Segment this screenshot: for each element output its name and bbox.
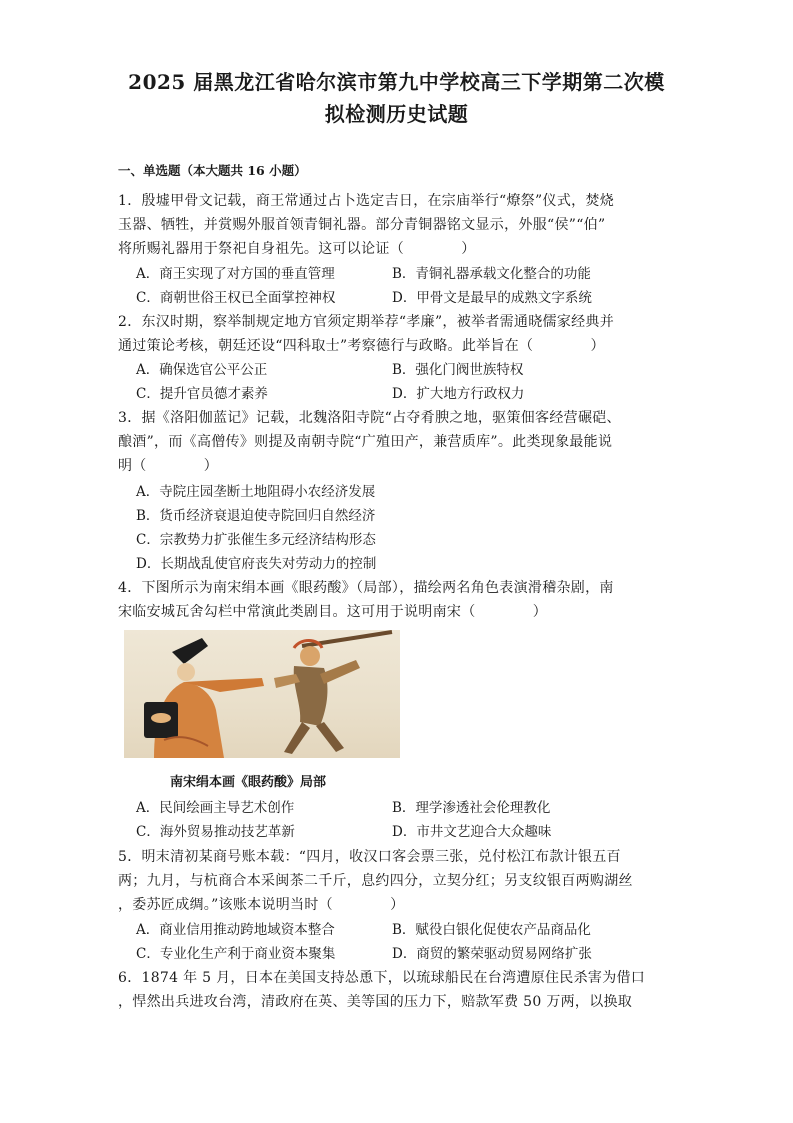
title-line-2: 拟检测历史试题	[324, 102, 469, 126]
question-1-stem: 1．殷墟甲骨文记载，商王常通过占卜选定吉日，在宗庙举行“燎祭”仪式，焚烧 玉器、牺牲，并赏赐外服首领青铜礼器。部分青铜器铭文显示，外服“侯”“伯” 将所赐礼器用于祭祀自身祖先。这可以论证（ ）	[118, 193, 615, 257]
option-d: D．长期战乱使官府丧失对劳动力的控制	[136, 556, 377, 572]
option-d: D．市井文艺迎合大众趣味	[392, 824, 552, 840]
option-c: C．专业化生产利于商业资本聚集	[136, 946, 336, 962]
option-b: B．强化门阀世族特权	[392, 362, 524, 378]
option-a: A．寺院庄园垄断土地阻碍小农经济发展	[136, 484, 376, 500]
option-c: C．提升官员德才素养	[136, 386, 268, 402]
question-4-stem: 4．下图所示为南宋绢本画《眼药酸》（局部），描绘两名角色表演滑稽杂剧，南 宋临安城瓦舍勾栏中常演此类剧目。这可用于说明南宋（ ）	[118, 580, 614, 620]
option-a: A．商业信用推动跨地域资本整合	[136, 922, 335, 938]
page-title	[110, 66, 683, 130]
question-1-options	[136, 262, 676, 310]
option-c: C．商朝世俗王权已全面掌控神权	[136, 290, 336, 306]
option-b: B．理学渗透社会伦理教化	[392, 800, 551, 816]
question-2-stem: 2．东汉时期，察举制规定地方官须定期举荐“孝廉”，被举者需通晓儒家经典并 通过策论考核，朝廷还设“四科取士”考察德行与政略。此举旨在（ ）	[118, 314, 615, 354]
option-d: D．甲骨文是最早的成熟文字系统	[392, 290, 592, 306]
question-2-options	[136, 358, 676, 406]
option-a: A．确保选官公平公正	[136, 362, 268, 378]
right-figure	[274, 632, 392, 754]
painting-illustration	[124, 630, 400, 758]
option-a: A．商王实现了对方国的垂直管理	[136, 266, 335, 282]
question-4-options	[136, 796, 676, 844]
question-5-stem: 5．明末清初某商号账本载：“四月，收汉口客会票三张，兑付松江布款计银五百 两；九月，与杭商合本采闽茶二千斤，息约四分，立契分红；另支纹银百两购湖丝 ，委苏匠成绸。”该账本说明当时（ ）	[118, 849, 633, 913]
option-c: C．宗教势力扩张催生多元经济结构形态	[136, 532, 376, 548]
section-heading: 一、单选题（本大题共 16 小题）	[118, 163, 307, 178]
figure-caption: 南宋绢本画《眼药酸》局部	[170, 775, 327, 790]
left-figure	[144, 638, 264, 758]
option-b: B．货币经济衰退迫使寺院回归自然经济	[136, 508, 376, 524]
option-a: A．民间绘画主导艺术创作	[136, 800, 295, 816]
question-6-stem: 6．1874 年 5 月，日本在美国支持怂恿下，以琉球船民在台湾遭原住民杀害为借口 ，悍然出兵进攻台湾，清政府在英、美等国的压力下，赔款军费 50 万两，以换取	[118, 970, 646, 1010]
title-line-1: 2025 届黑龙江省哈尔滨市第九中学校高三下学期第二次模	[128, 70, 665, 94]
painting-figures	[124, 630, 400, 758]
option-b: B．青铜礼器承载文化整合的功能	[392, 266, 591, 282]
option-d: D．商贸的繁荣驱动贸易网络扩张	[392, 946, 592, 962]
option-b: B．赋役白银化促使农产品商品化	[392, 922, 591, 938]
option-d: D．扩大地方行政权力	[392, 386, 525, 402]
question-5-options	[136, 918, 676, 966]
question-3-options	[136, 480, 676, 576]
option-c: C．海外贸易推动技艺革新	[136, 824, 295, 840]
question-3-stem: 3．据《洛阳伽蓝记》记载，北魏洛阳寺院“占夺肴腴之地，驱策佃客经营碾硙、 酿酒”，而《高僧传》则提及南朝寺院“广殖田产，兼营质库”。此类现象最能说 明（ ）	[118, 410, 621, 474]
